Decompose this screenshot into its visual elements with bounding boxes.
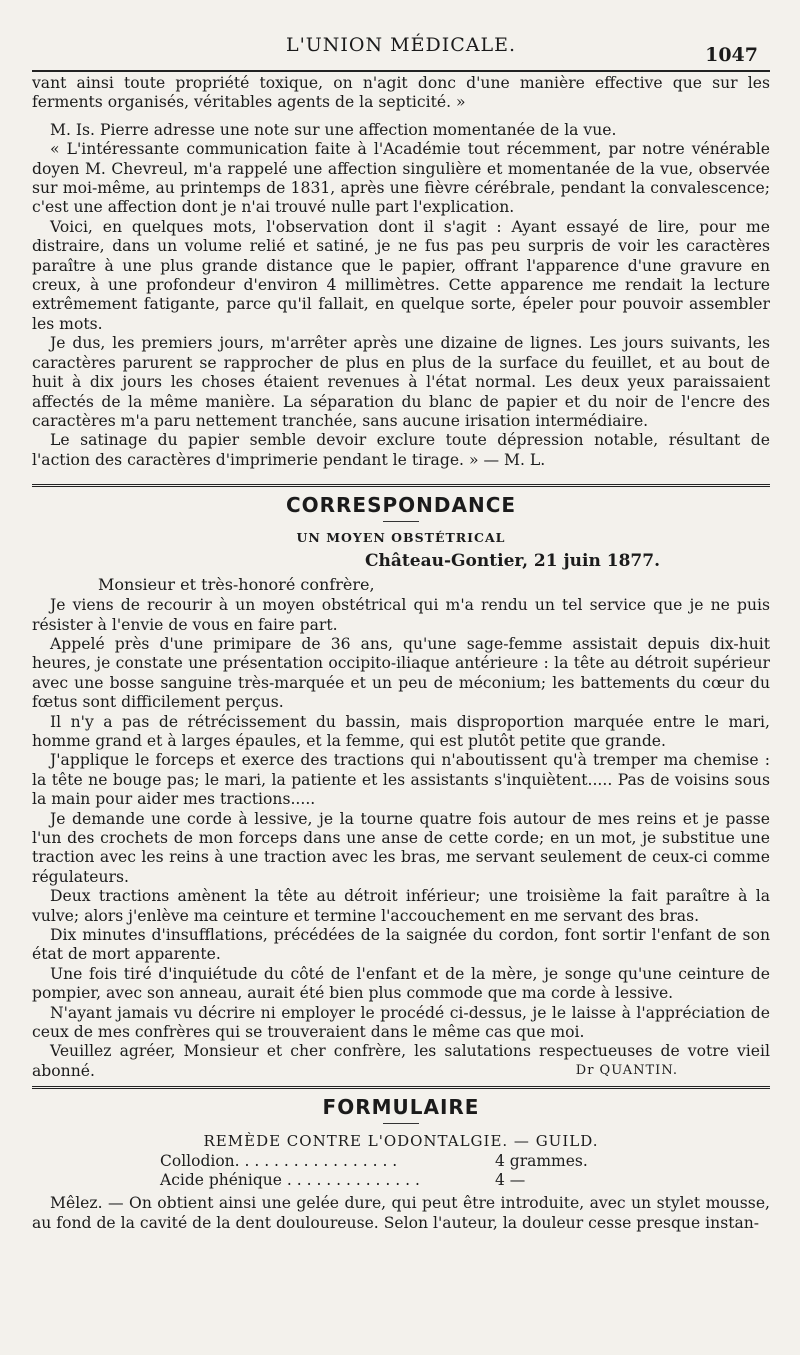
article-subheading: UN MOYEN OBSTÉTRICAL (296, 530, 506, 546)
short-divider (383, 521, 419, 522)
paragraph: N'ayant jamais vu décrire ni employer le procédé ci-dessus, je le laisse à l'appréciation de ceux de mes confrères qui se trouveraient dans le même cas que moi. (32, 1003, 770, 1042)
paragraph: M. Is. Pierre adresse une note sur une affection momentanée de la vue. (50, 120, 617, 139)
paragraph: Il n'y a pas de rétrécissement du bassin, mais disproportion marquée entre le mari, homme grand et à larges épaules, et la femme, qui est plutôt petite que grande. (32, 712, 770, 750)
letter-salutation: Monsieur et très-honoré confrère, (98, 575, 375, 595)
letter-signature: Dr QUANTIN. (575, 1063, 678, 1079)
prescription-title: REMÈDE CONTRE L'ODONTALGIE. — GUILD. (203, 1132, 599, 1151)
paragraph: Une fois tiré d'inquiétude du côté de l'enfant et de la mère, je songe qu'une ceinture de pompier, avec son anneau, aurait été bien plus commode que ma corde à lessive. (32, 964, 770, 1003)
paragraph: Je dus, les premiers jours, m'arrêter après une dizaine de lignes. Les jours suivants, les caractères parurent se rapprocher de plus en plus de la surface du feuillet, et au bout de huit à dix jours les choses étaient revenues à l'état normal. Les deux yeux paraissaient affectés de la même manière. La séparation du blanc de papier et du noir de l'encre des caractères m'a paru nettement tranchée, sans aucune irisation intermédiaire. (32, 334, 770, 430)
paragraph: Mêlez. — On obtient ainsi une gelée dure, qui peut être introduite, avec un stylet mousse, au fond de la cavité de la dent douloureuse. Selon l'auteur, la douleur cesse presque instan- (32, 1194, 770, 1232)
section-title-formulaire: FORMULAIRE (322, 1095, 480, 1120)
ingredient-quantity: 4 grammes. (495, 1152, 588, 1171)
short-divider (383, 1123, 419, 1124)
letter-body (32, 596, 770, 1078)
academy-report (32, 74, 770, 470)
paragraph: Veuillez agréer, Monsieur et cher confrère, les salutations respectueuses de votre vieil abonné. (32, 1042, 770, 1080)
paragraph: « L'intéressante communication faite à l'Académie tout récemment, par notre vénérable doyen M. Chevreul, m'a rappelé une affection singulière et momentanée de la vue, observée sur moi-même, au printemps de 1831, après une fièvre cérébrale, pendant la convalescence; c'est une affection dont je n'ai trouvé nulle part l'explication. (32, 140, 770, 217)
prescription-row (32, 1152, 770, 1171)
ingredient-name: Collodion. . . . . . . . . . . . . . . . . (160, 1152, 398, 1171)
paragraph: Je demande une corde à lessive, je la tourne quatre fois autour de mes reins et je passe l'un des crochets de mon forceps dans une anse de cette corde; en un mot, je substitue une traction avec les reins à une traction avec les bras, me servant seulement de ceux-ci comme régulateurs. (32, 809, 770, 886)
page-number: 1047 (705, 44, 758, 66)
paragraph: Appelé près d'une primipare de 36 ans, qu'une sage-femme assistait depuis dix-huit heures, je constate une présentation occipito-iliaque antérieure : la tête au détroit supérieur avec une bosse sanguine très-marquée et un peu de méconium; les battements du cœur du fœtus sont difficilement perçus. (32, 634, 770, 712)
prescription-row (32, 1171, 770, 1190)
journal-title: L'UNION MÉDICALE. (285, 34, 517, 56)
section-title-correspondance: CORRESPONDANCE (285, 493, 517, 518)
ingredient-name: Acide phénique . . . . . . . . . . . . . . (160, 1171, 420, 1190)
paragraph: vant ainsi toute propriété toxique, on n'agit donc d'une manière effective que sur les ferments organisés, véritables agents de la septicité. » (32, 74, 770, 112)
paragraph: Je viens de recourir à un moyen obstétrical qui m'a rendu un tel service que je ne puis résister à l'envie de vous en faire part. (32, 596, 770, 634)
running-header (32, 0, 770, 70)
paragraph: Dix minutes d'insufflations, précédées de la saignée du cordon, font sortir l'enfant de son état de mort apparente. (32, 926, 770, 964)
section-rule (32, 1086, 770, 1089)
paragraph: Deux tractions amènent la tête au détroit inférieur; une troisième la fait paraître à la vulve; alors j'enlève ma ceinture et termine l'accouchement en me servant des bras. (32, 887, 770, 925)
header-rule (32, 70, 770, 72)
paragraph: J'applique le forceps et exerce des tractions qui n'aboutissent qu'à tremper ma chemise : la tête ne bouge pas; le mari, la patiente et les assistants s'inquiètent..... Pas de voisins sous la main pour aider mes tractions..... (32, 751, 770, 809)
ingredient-quantity: 4 — (495, 1171, 526, 1190)
section-rule (32, 484, 770, 487)
letter-dateline: Château-Gontier, 21 juin 1877. (365, 551, 660, 572)
paragraph: Voici, en quelques mots, l'observation dont il s'agit : Ayant essayé de lire, pour me distraire, dans un volume relié et satiné, je ne fus pas peu surpris de voir les caractères paraître à une plus grande distance que le papier, offrant l'apparence d'une gravure en creux, à une profondeur d'environ 4 millimètres. Cette apparence me rendait la lecture extrêmement fatigante, parce qu'il fallait, en quelque sorte, épeler pour pouvoir assembler les mots. (32, 217, 770, 333)
paragraph: Le satinage du papier semble devoir exclure toute dépression notable, résultant de l'action des caractères d'imprimerie pendant le tirage. » — M. L. (32, 431, 770, 469)
